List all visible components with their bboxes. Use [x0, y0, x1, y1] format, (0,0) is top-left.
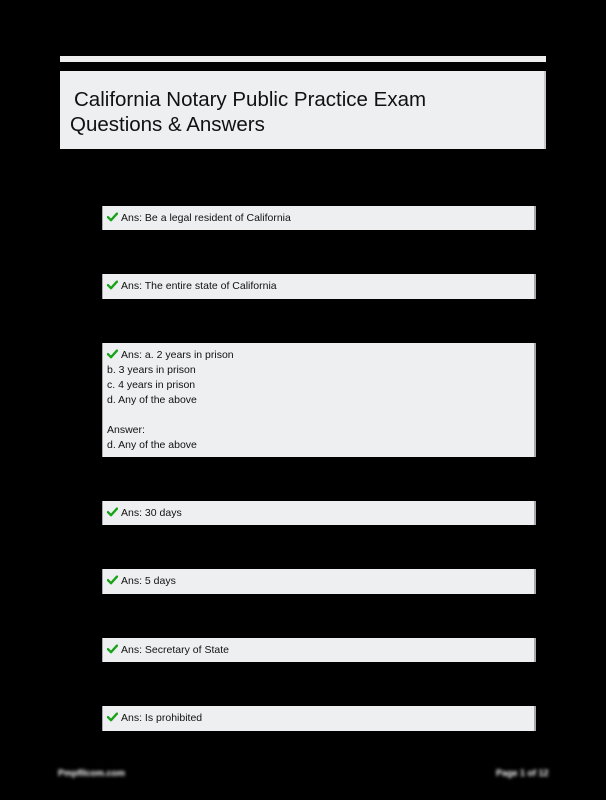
answer-spacer: [107, 408, 534, 423]
answer-text: Ans: 30 days: [121, 507, 182, 519]
page-title-line-1: California Notary Public Practice Exam: [74, 88, 427, 111]
check-icon: [107, 644, 118, 654]
answer-line: [107, 574, 534, 589]
answer-text: Ans: Secretary of State: [121, 644, 229, 656]
answer-text: Ans: Be a legal resident of California: [121, 212, 291, 224]
answer-option-d: d. Any of the above: [107, 394, 197, 406]
footer-page-number: Page 1 of 12: [496, 768, 549, 778]
page-title-line-2: Questions & Answers: [70, 113, 265, 136]
answer-box-3: [102, 343, 536, 457]
answer-line: [107, 279, 534, 294]
answer-text: Ans: 5 days: [121, 575, 176, 587]
answer-box-4: [102, 501, 536, 525]
check-icon: [107, 507, 118, 517]
check-icon: [107, 575, 118, 585]
answer-line: [107, 506, 534, 521]
answer-text: Ans: a. 2 years in prison: [121, 349, 234, 361]
answer-line: [107, 643, 534, 658]
answer-box-5: [102, 569, 536, 594]
answer-line: [107, 211, 534, 226]
answer-label: Answer:: [107, 424, 145, 436]
answer-final: d. Any of the above: [107, 439, 197, 451]
check-icon: [107, 349, 118, 359]
check-icon: [107, 280, 118, 290]
answer-box-2: [102, 274, 536, 299]
answer-option-b: b. 3 years in prison: [107, 364, 196, 376]
header-rule: [60, 56, 546, 62]
answer-line: [107, 348, 534, 363]
answer-option-c: c. 4 years in prison: [107, 379, 196, 391]
title-banner: [60, 71, 546, 149]
answer-line: [107, 711, 534, 726]
footer-site-name: Pmpfllcom.com: [58, 768, 126, 778]
answer-box-1: [102, 206, 536, 230]
check-icon: [107, 212, 118, 222]
check-icon: [107, 712, 118, 722]
answer-box-7: [102, 706, 536, 731]
answer-box-6: [102, 638, 536, 662]
answer-text: Ans: Is prohibited: [121, 712, 203, 724]
answer-text: Ans: The entire state of California: [121, 280, 277, 292]
